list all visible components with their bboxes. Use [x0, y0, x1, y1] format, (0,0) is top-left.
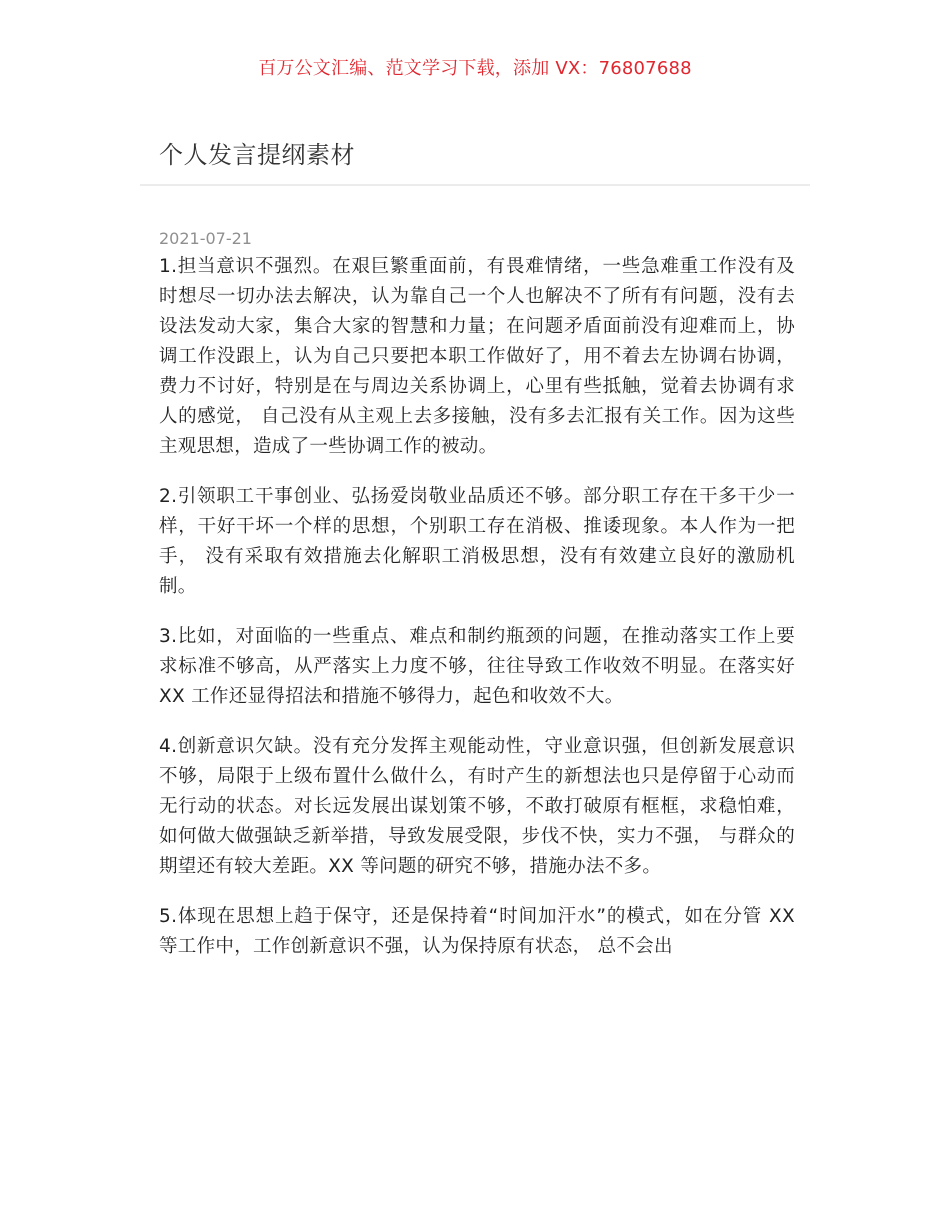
- paragraph-4: 4.创新意识欠缺。没有充分发挥主观能动性，守业意识强，但创新发展意识不够，局限于上级布置什么做什么，有时产生的新想法也只是停留于心动而无行动的状态。对长远发展出谋划策不够，不敢打破原有框框，求稳怕难，如何做大做强缺乏新举措，导致发展受限，步伐不快，实力不强， 与群众的期望还有较大差距。XX 等问题的研究不够，措施办法不多。: [159, 736, 795, 877]
- paragraph-3: 3.比如，对面临的一些重点、难点和制约瓶颈的问题，在推动落实工作上要求标准不够高，从严落实上力度不够，往往导致工作收效不明显。在落实好 XX 工作还显得招法和措施不够得力，起色和收效不大。: [159, 626, 795, 707]
- page-title: 个人发言提纲素材: [159, 141, 355, 169]
- watermark-banner: 百万公文汇编、范文学习下载，添加 VX：76807688: [258, 58, 692, 79]
- article-body: [159, 252, 795, 982]
- publish-date: 2021-07-21: [159, 229, 252, 248]
- title-divider: [140, 184, 810, 186]
- paragraph-5: 5.体现在思想上趋于保守，还是保持着“时间加汗水”的模式，如在分管 XX 等工作中，工作创新意识不强，认为保持原有状态， 总不会出: [159, 906, 795, 957]
- paragraph-1: 1.担当意识不强烈。在艰巨繁重面前，有畏难情绪，一些急难重工作没有及时想尽一切办法去解决，认为靠自己一个人也解决不了所有有问题，没有去设法发动大家，集合大家的智慧和力量；在问题矛盾面前没有迎难而上，协调工作没跟上，认为自己只要把本职工作做好了，用不着去左协调右协调，费力不讨好，特别是在与周边关系协调上，心里有些抵触，觉着去协调有求人的感觉， 自己没有从主观上去多接触，没有多去汇报有关工作。因为这些主观思想，造成了一些协调工作的被动。: [159, 256, 795, 457]
- paragraph-2: 2.引领职工干事创业、弘扬爱岗敬业品质还不够。部分职工存在干多干少一样，干好干坏一个样的思想，个别职工存在消极、推诿现象。本人作为一把手， 没有采取有效措施去化解职工消极思想，没有有效建立良好的激励机制。: [159, 486, 795, 597]
